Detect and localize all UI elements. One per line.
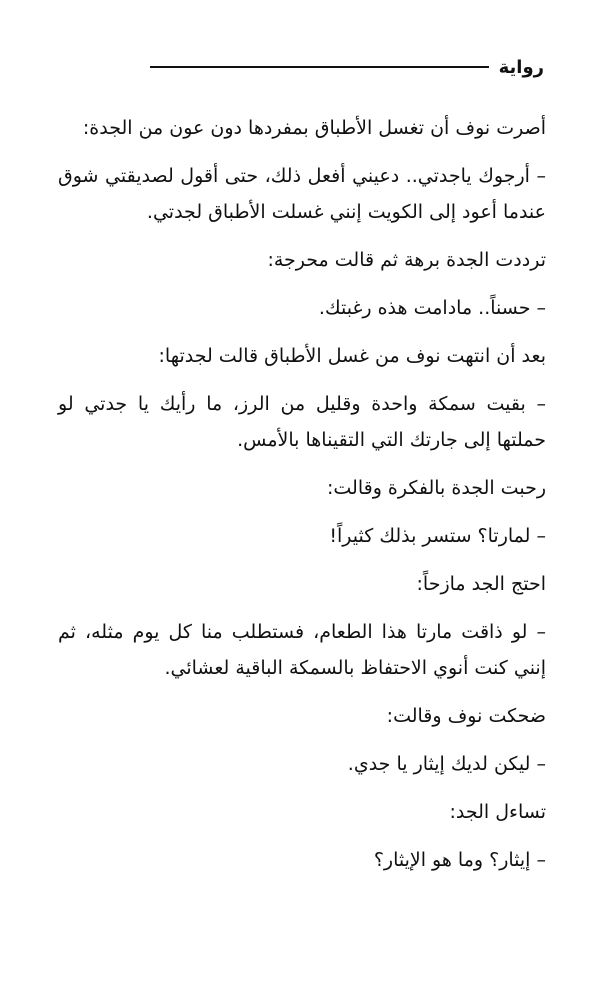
paragraph: – بقيت سمكة واحدة وقليل من الرز، ما رأيك يا جدتي لو حملتها إلى جارتك التي التقيناها بالأمس. xyxy=(58,393,546,451)
paragraph: – لمارتا؟ ستسر بذلك كثيراً! xyxy=(329,525,546,547)
paragraph: احتج الجد مازحاً: xyxy=(416,573,546,595)
paragraph: ضحكت نوف وقالت: xyxy=(386,705,546,727)
header-rule xyxy=(150,66,489,68)
paragraph: – أرجوك ياجدتي.. دعيني أفعل ذلك، حتى أقول لصديقتي شوق عندما أعود إلى الكويت إنني غسلت الأطباق لجدتي. xyxy=(58,165,546,223)
paragraph: – إيثار؟ وما هو الإيثار؟ xyxy=(373,849,546,871)
paragraph: – لو ذاقت مارتا هذا الطعام، فستطلب منا كل يوم مثله، ثم إنني كنت أنوي الاحتفاظ بالسمكة الباقية لعشائي. xyxy=(58,621,546,679)
paragraph: بعد أن انتهت نوف من غسل الأطباق قالت لجدتها: xyxy=(158,345,546,367)
paragraph: ترددت الجدة برهة ثم قالت محرجة: xyxy=(267,249,546,271)
paragraph: رحبت الجدة بالفكرة وقالت: xyxy=(327,477,546,499)
running-header xyxy=(150,52,544,82)
header-title: رواية xyxy=(498,56,544,78)
paragraph: أصرت نوف أن تغسل الأطباق بمفردها دون عون من الجدة: xyxy=(82,117,546,139)
paragraph: – ليكن لديك إيثار يا جدي. xyxy=(347,753,546,775)
page-text xyxy=(58,110,546,890)
paragraph: – حسناً.. مادامت هذه رغبتك. xyxy=(318,297,546,319)
paragraph: تساءل الجد: xyxy=(449,801,546,823)
